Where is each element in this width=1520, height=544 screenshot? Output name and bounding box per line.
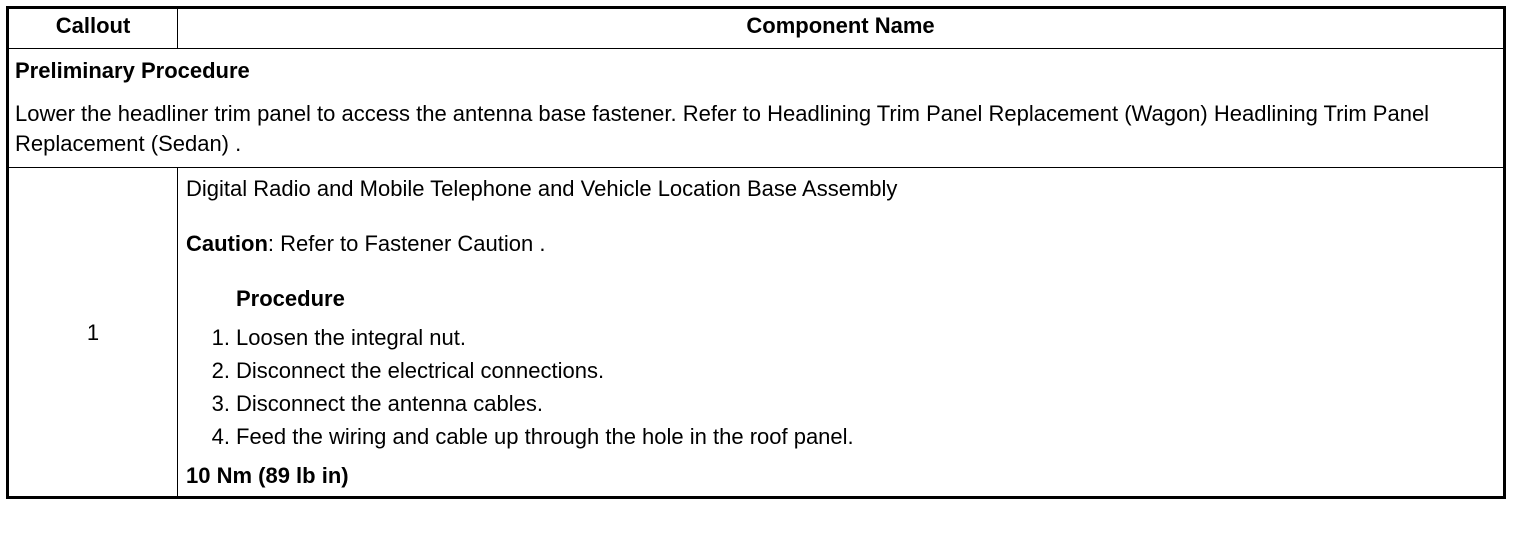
step-item: [211, 321, 1497, 354]
preliminary-text: Lower the headliner trim panel to access the antenna base fastener. Refer to Headlining Trim Panel Replacement (Wagon) Headlining Trim Panel Replacement (Sedan) .: [15, 101, 1430, 156]
component-cell: [178, 168, 1505, 498]
step-text: Disconnect the antenna cables.: [236, 391, 543, 416]
step-number: 1.: [211, 325, 230, 350]
procedure-steps: [186, 321, 1497, 453]
step-number: 3.: [211, 391, 230, 416]
step-text: Loosen the integral nut.: [236, 325, 466, 350]
caution-text: : Refer to Fastener Caution .: [267, 231, 546, 256]
caution-label: Caution: [186, 231, 268, 256]
caution-line: [186, 227, 1497, 260]
component-name: Digital Radio and Mobile Telephone and Vehicle Location Base Assembly: [186, 176, 898, 201]
step-number: 2.: [211, 358, 230, 383]
step-number: 4.: [211, 424, 230, 449]
component-table: [6, 6, 1506, 499]
header-callout: Callout: [8, 8, 178, 49]
procedure-heading: Procedure: [236, 286, 345, 311]
step-item: [211, 420, 1497, 453]
callout-number: 1: [8, 168, 178, 498]
preliminary-title: Preliminary Procedure: [15, 58, 250, 83]
table-row: [8, 168, 1505, 498]
preliminary-cell: [8, 49, 1505, 168]
header-component-name: Component Name: [178, 8, 1505, 49]
step-text: Feed the wiring and cable up through the hole in the roof panel.: [236, 424, 854, 449]
step-item: [211, 354, 1497, 387]
step-text: Disconnect the electrical connections.: [236, 358, 605, 383]
table-header-row: [8, 8, 1505, 49]
preliminary-row: [8, 49, 1505, 168]
step-item: [211, 387, 1497, 420]
torque-spec: 10 Nm (89 lb in): [186, 463, 349, 488]
